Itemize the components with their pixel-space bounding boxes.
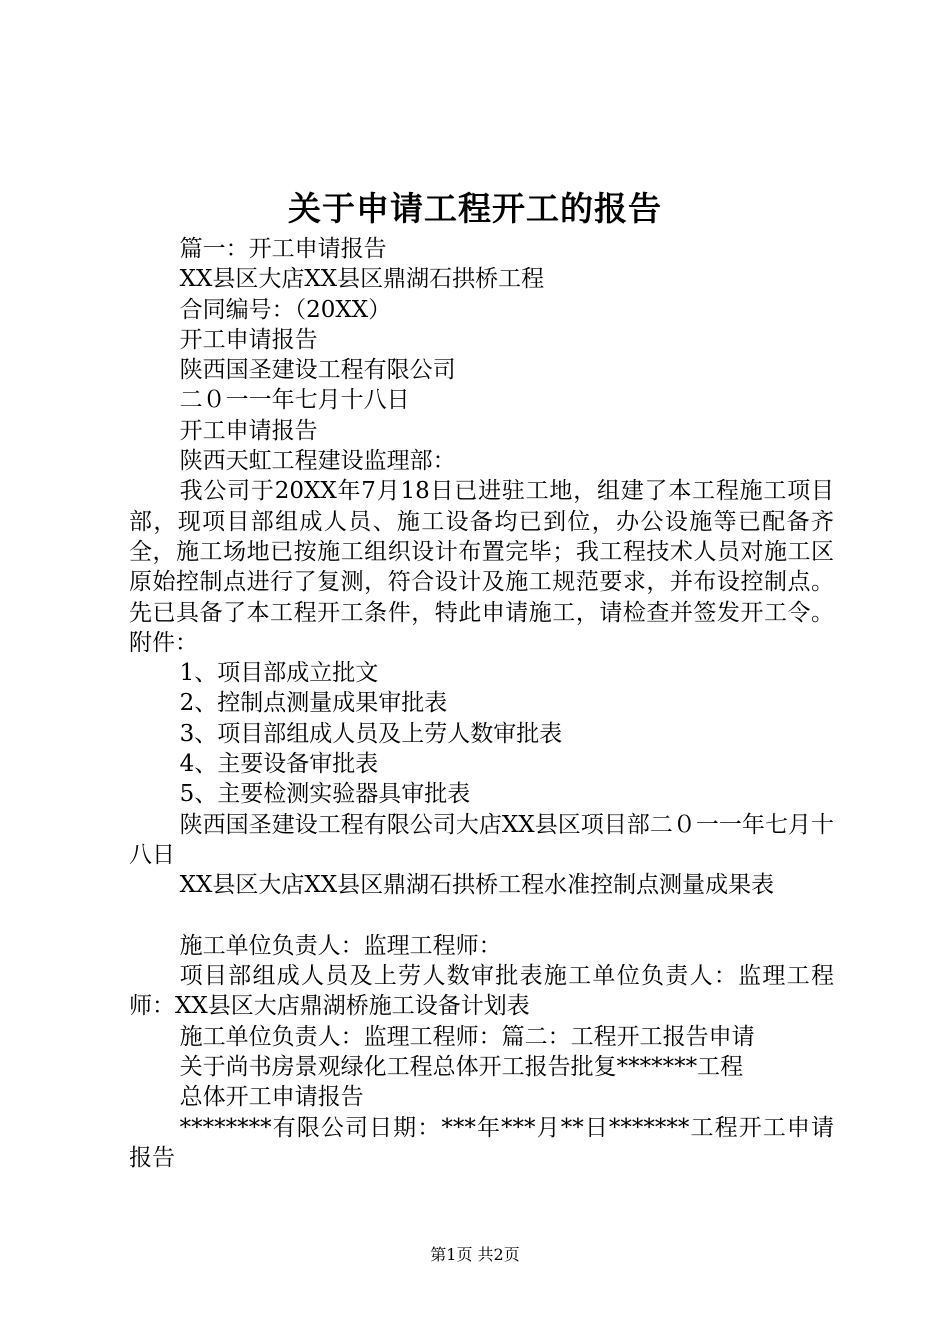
paragraph: 二０一一年七月十八日 (179, 387, 410, 414)
paragraph: 陕西国圣建设工程有限公司 (179, 357, 456, 384)
paragraph: 开工申请报告 (179, 326, 318, 353)
paragraph: 陕西天虹工程建设监理部： (179, 448, 456, 475)
paragraph: 总体开工申请报告 (179, 1084, 364, 1111)
paragraph: 1、项目部成立批文 (179, 660, 379, 687)
paragraph: 开工申请报告 (179, 417, 318, 444)
paragraph: ********有限公司日期：***年***月**日*******工程开工申请报告 (129, 1114, 834, 1171)
paragraph: 篇一：开工申请报告 (179, 236, 387, 262)
paragraph: XX县区大店XX县区鼎湖石拱桥工程水准控制点测量成果表 (179, 872, 775, 899)
paragraph: 项目部组成人员及上劳人数审批表施工单位负责人：监理工程师：XX县区大店鼎湖桥施工设备计划表 (129, 963, 834, 1020)
paragraph: 我公司于20XX年7月18日已进驻工地，组建了本工程施工项目部，现项目部组成人员、施工设备均已到位，办公设施等已配备齐全，施工场地已按施工组织设计布置完毕；我工程技术人员对施工区原始控制点进行了复测，符合设计及施工规范要求，并布设控制点。先已具备了本工程开工条件，特此申请施工，请检查并签发开工令。附件： (129, 478, 834, 656)
paragraph: 施工单位负责人：监理工程师： (179, 932, 502, 959)
paragraph: 关于尚书房景观绿化工程总体开工报告批复*******工程 (179, 1054, 744, 1081)
paragraph: 3、项目部组成人员及上劳人数审批表 (179, 720, 563, 747)
paragraph: 施工单位负责人：监理工程师：篇二：工程开工报告申请 (179, 1023, 755, 1050)
paragraph: 合同编号：（20XX） (179, 296, 392, 323)
paragraph: 2、控制点测量成果审批表 (179, 690, 448, 717)
document-title: 关于申请工程开工的报告 (288, 189, 662, 228)
paragraph: 5、主要检测实验器具审批表 (179, 781, 471, 808)
page-footer: 第1页 共2页 (430, 1245, 520, 1264)
paragraph: 陕西国圣建设工程有限公司大店XX县区项目部二０一一年七月十八日 (129, 811, 834, 868)
paragraph: XX县区大店XX县区鼎湖石拱桥工程 (179, 266, 545, 293)
document-body (129, 234, 834, 1173)
blank-line (129, 901, 834, 931)
paragraph: 4、主要设备审批表 (179, 751, 379, 778)
